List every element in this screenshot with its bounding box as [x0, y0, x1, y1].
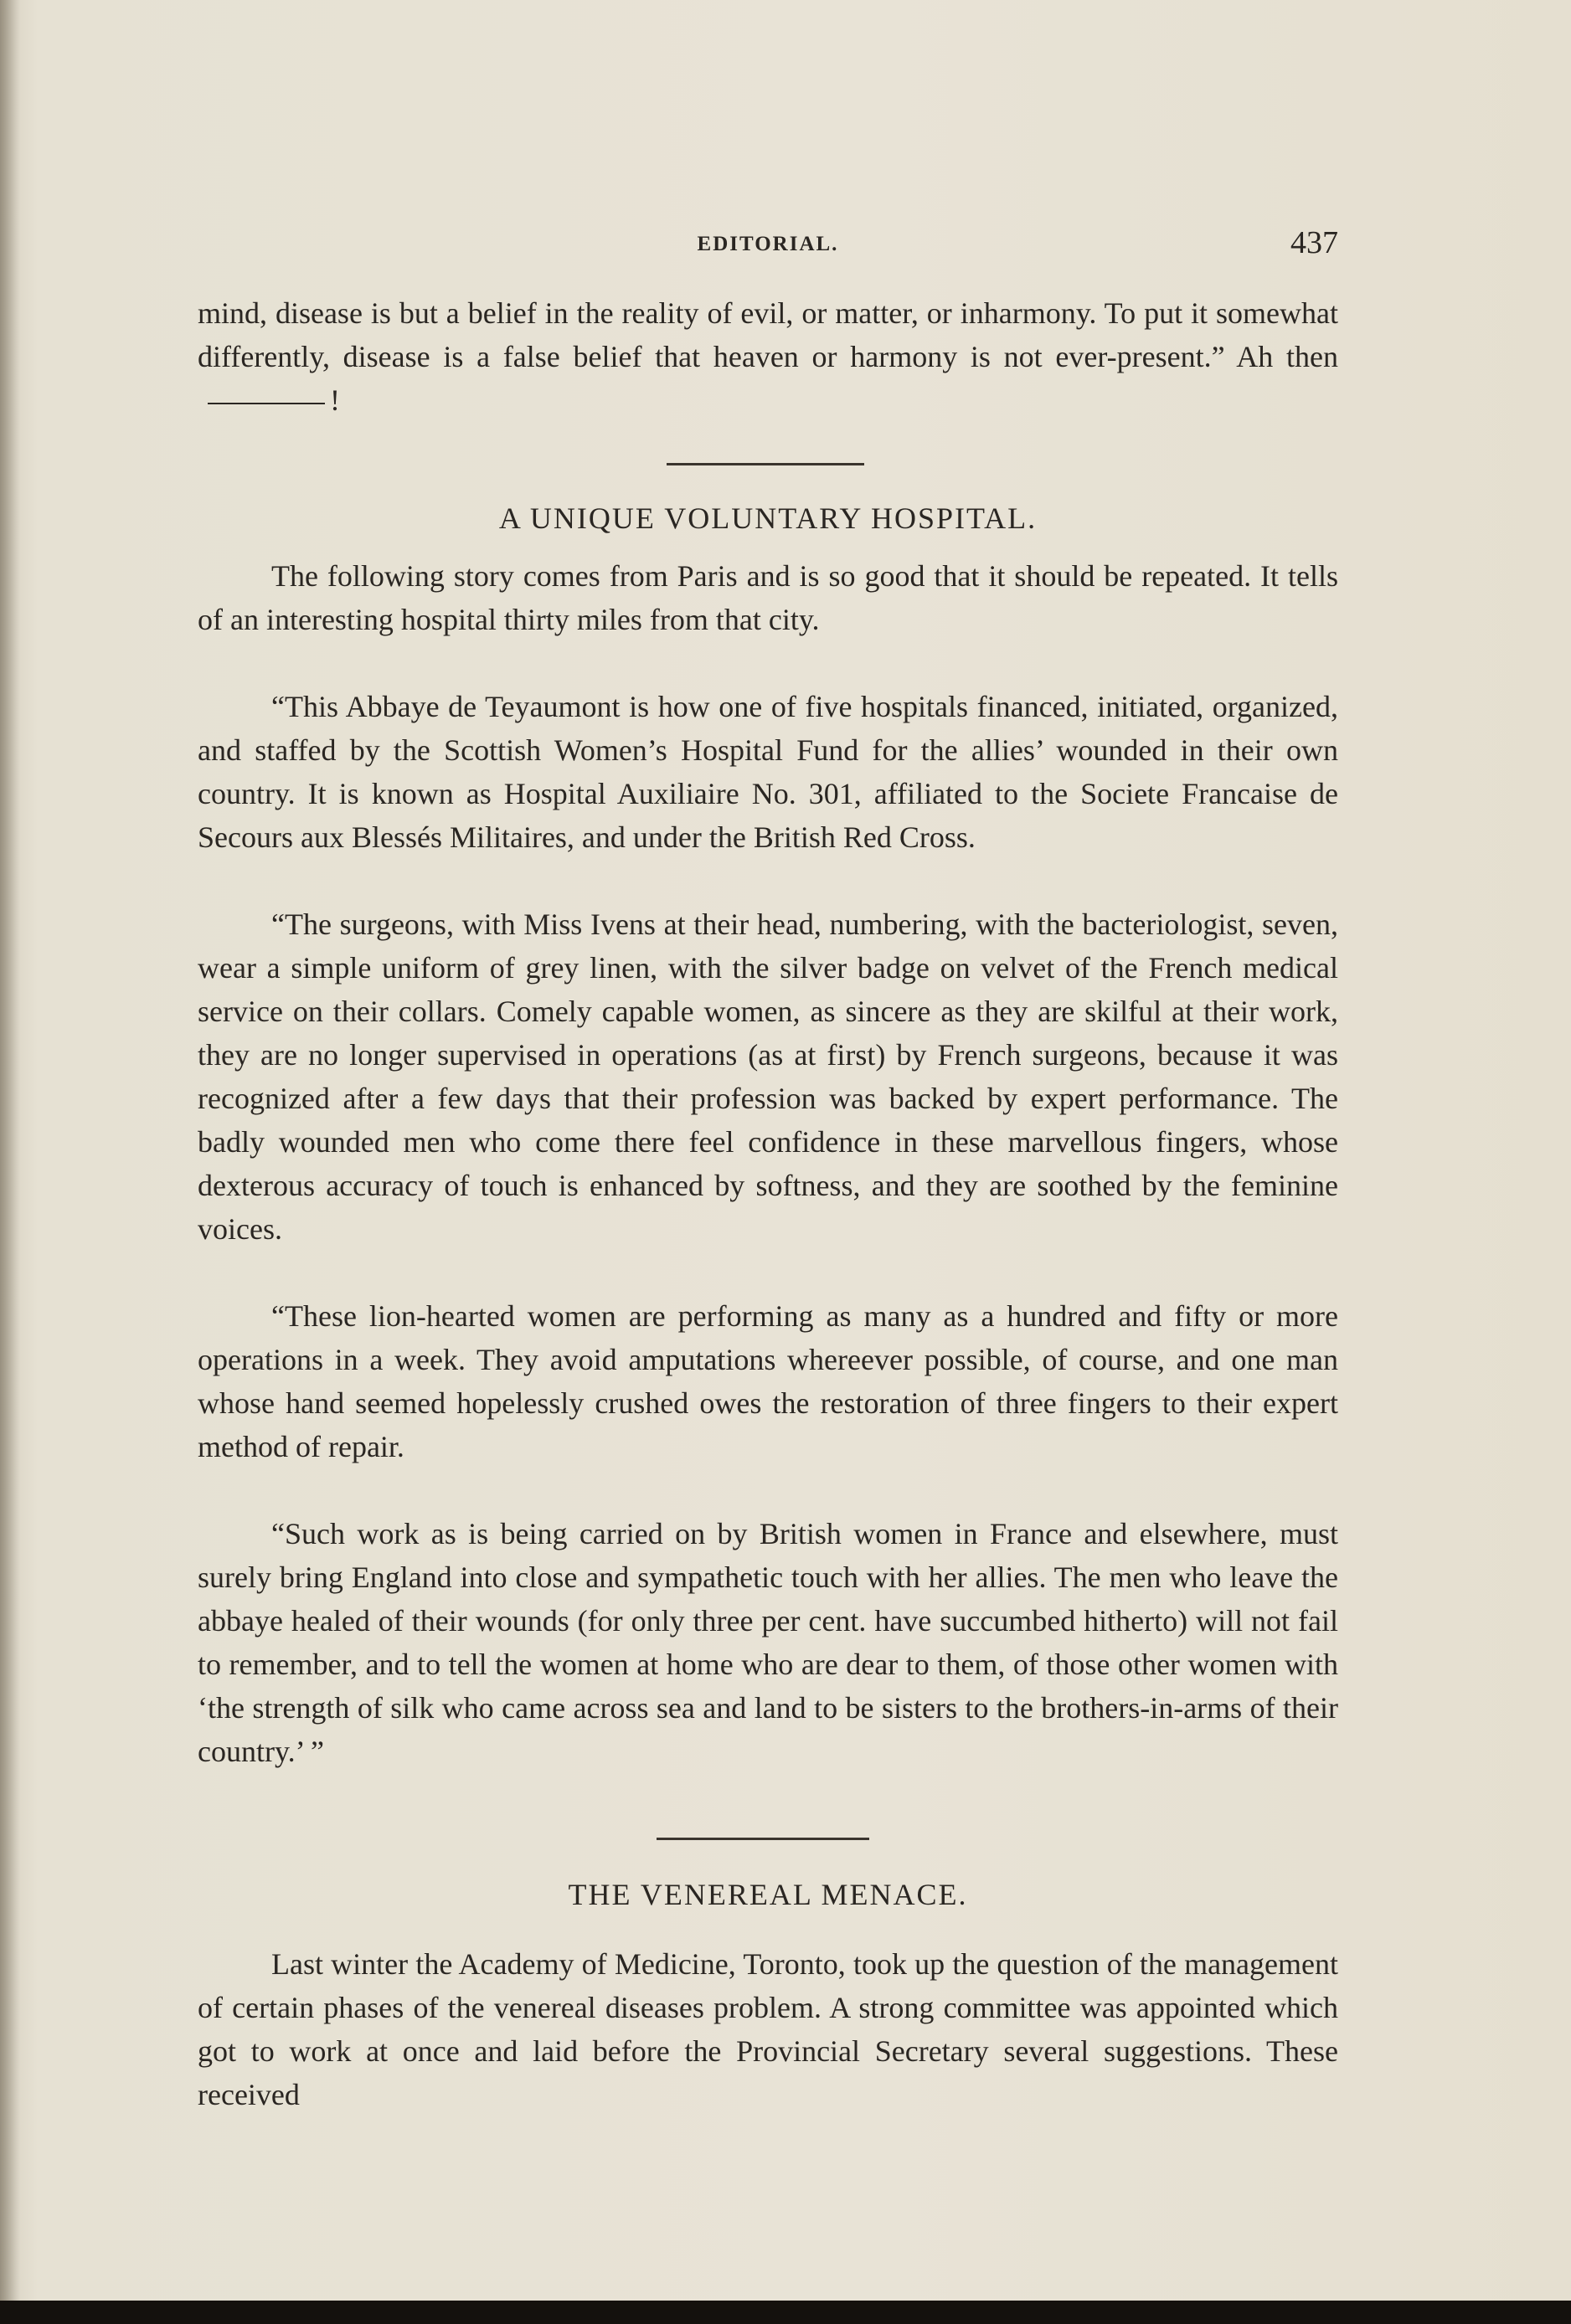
em-dash-rule [208, 403, 325, 404]
section-divider [667, 463, 864, 465]
running-head [198, 224, 1338, 266]
section-divider [657, 1838, 869, 1840]
paragraph: The following story comes from Paris and is so good that it should be repeated. It tells of an interesting hospital thirty miles from that city. [198, 559, 1338, 636]
paragraph: Last winter the Academy of Medicine, Toronto, took up the question of the management of certain phases of the venereal diseases problem. A strong committee was appointed which got to work at once and laid before the Provincial Secretary several suggestions. These received [198, 1947, 1338, 2111]
paragraph: “The surgeons, with Miss Ivens at their head, numbering, with the bacteriologist, seven, wear a simple uniform of grey linen, with the silver badge on velvet of the French medical service on their collars. Comely capable women, as sincere as they are skilful at their work, they are no longer supervised in operations (as at first) by French surgeons, because it was recognized after a few days that their profession was backed by expert performance. The badly wounded men who come there feel confidence in these marvellous fingers, whose dexterous accuracy of touch is enhanced by softness, and they are soothed by the feminine voices. [198, 907, 1338, 1246]
page-bottom-edge [0, 2301, 1571, 2324]
paragraph: “Such work as is being carried on by British women in France and elsewhere, must surely bring England into close and sympathetic touch with her allies. The men who leave the abbaye healed of their wounds (for only three per cent. have succumbed hitherto) will not fail to remember, and to tell the women at home who are dear to them, of those other women with ‘the strength of silk who came across sea and land to be sisters to the brothers-in-arms of their country.’ ” [198, 1517, 1338, 1768]
paragraph: “These lion-hearted women are performing as many as a hundred and fifty or more operations in a week. They avoid amputations whereever possible, of course, and one man whose hand seemed hopelessly crushed owes the restoration of three fingers to their expert method of repair. [198, 1299, 1338, 1463]
intro-end: ! [330, 383, 340, 417]
intro-text: mind, disease is but a belief in the reality of evil, or matter, or inharmony. To put it somewhat differently, disease is a false belief that heaven or harmony is not ever-present.” Ah then [198, 296, 1338, 373]
intro-paragraph [198, 291, 1338, 422]
gutter-shadow [0, 0, 20, 2301]
page-number: 437 [1290, 225, 1338, 260]
section-heading: A UNIQUE VOLUNTARY HOSPITAL. [498, 501, 1038, 535]
section-heading: THE VENEREAL MENACE. [568, 1878, 968, 1911]
running-title: EDITORIAL. [697, 233, 839, 255]
paragraph: “This Abbaye de Teyaumont is how one of five hospitals financed, initiated, organized, and staffed by the Scottish Women’s Hospital Fund for the allies’ wounded in their own country. It is known as Hospital Auxiliaire No. 301, affiliated to the Societe Francaise de Secours aux Blessés Militaires, and under the British Red Cross. [198, 690, 1338, 854]
